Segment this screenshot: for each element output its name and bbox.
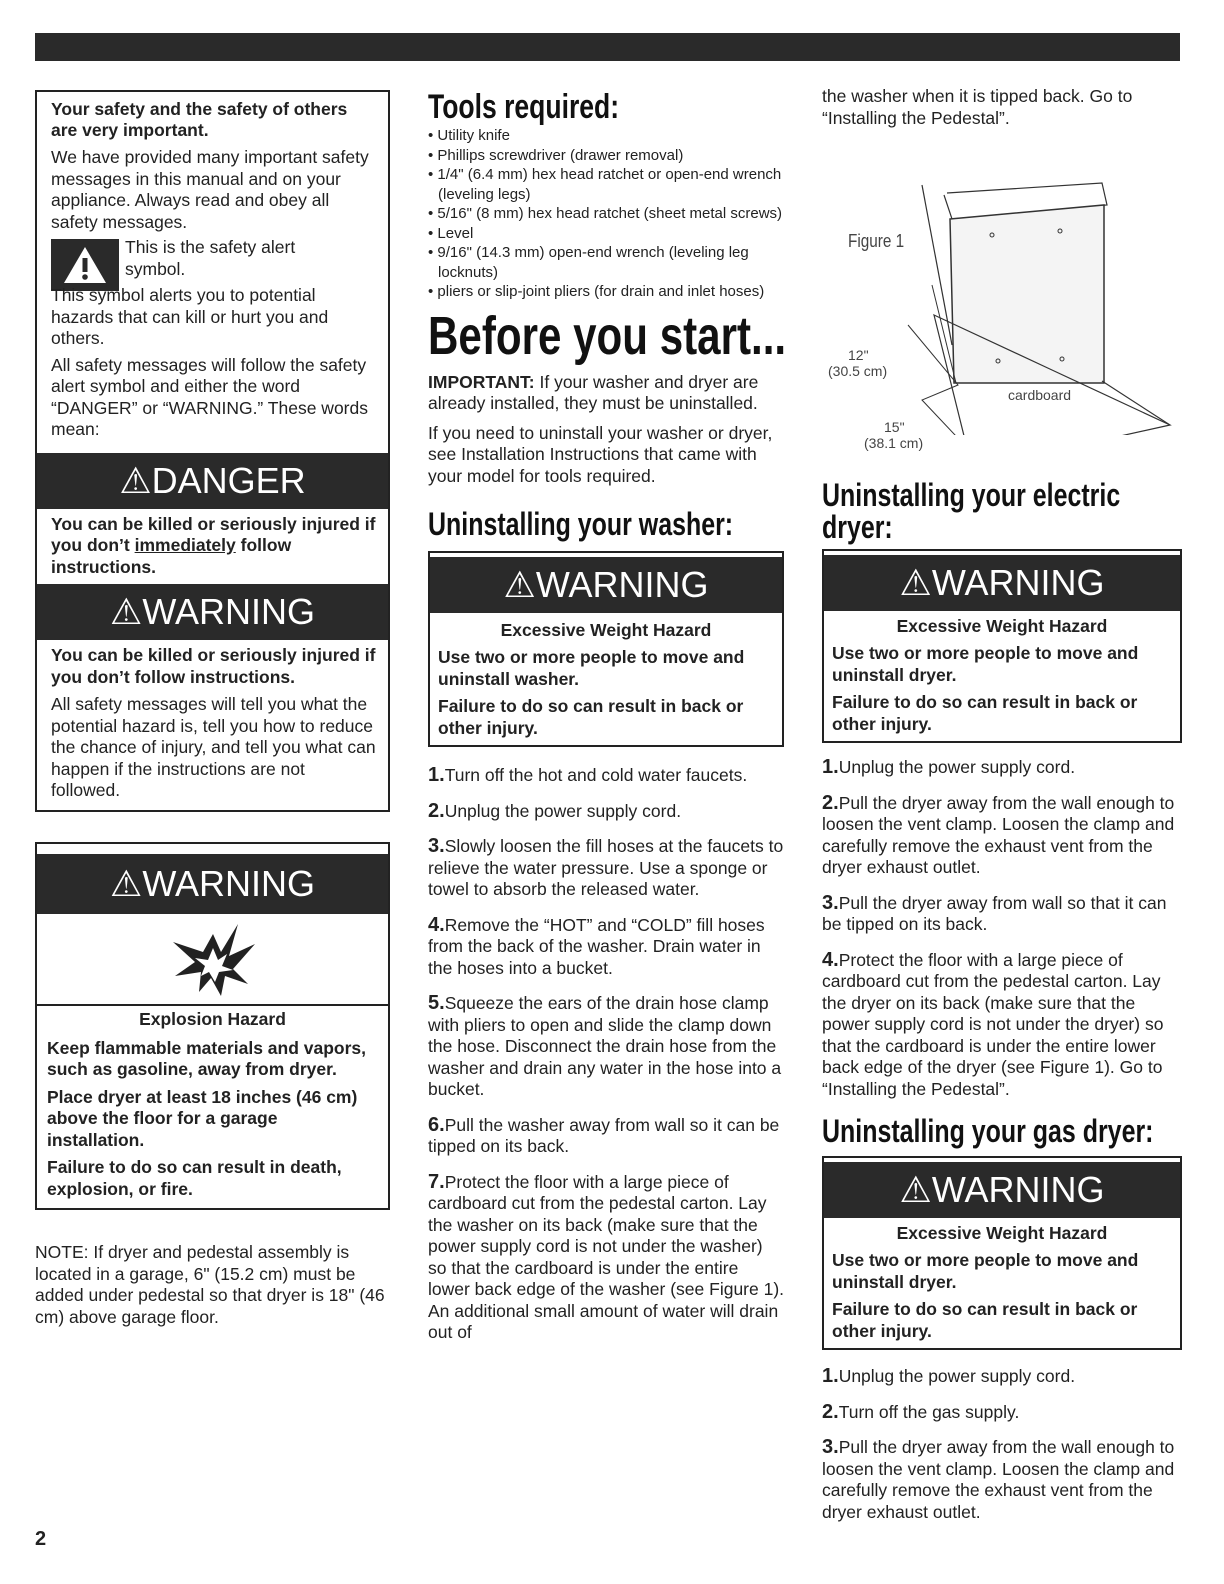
- figure-dim2-metric: (38.1 cm): [864, 435, 924, 451]
- tools-item: • 9/16" (14.3 mm) open-end wrench (leveling leg locknuts): [428, 243, 784, 282]
- safety-box: [35, 90, 390, 812]
- explosion-warning-label: WARNING: [142, 862, 315, 904]
- step-number: 2.: [822, 1400, 839, 1423]
- electric-warning-label: WARNING: [931, 562, 1105, 603]
- electric-hazard-line1: Use two or more people to move and uninstall dryer.: [832, 643, 1139, 685]
- step-text: Protect the floor with a large piece of cardboard cut from the pedestal carton. Lay the dryer on its back (make sure that the power supply cord is not under the dryer) so that the cardboard is under the entire lower back edge of the dryer (see Figure 1). Go to “Installing the Pedestal”.: [822, 949, 1164, 1099]
- explosion-icon: [37, 914, 388, 1006]
- middle-column: [428, 88, 787, 1358]
- washer-heading: Uninstalling your washer:: [428, 506, 734, 542]
- step-text: Slowly loosen the fill hoses at the faucets to relieve the water pressure. Use a sponge or towel to absorb the released water.: [428, 836, 784, 899]
- step-number: 2.: [822, 791, 839, 814]
- step-text: Pull the dryer away from the wall enough to loosen the vent clamp. Loosen the clamp and carefully remove the exhaust vent from the dryer exhaust outlet.: [822, 792, 1175, 877]
- washer-continued: the washer when it is tipped back. Go to “Installing the Pedestal”.: [822, 86, 1133, 128]
- step-text: Unplug the power supply cord.: [444, 800, 682, 821]
- figure-dim1: 12": [848, 347, 869, 363]
- electric-step: [822, 793, 1182, 879]
- step-number: 4.: [822, 948, 839, 971]
- gas-heading: Uninstalling your gas dryer:: [822, 1113, 1154, 1149]
- note-paragraph: [35, 1242, 385, 1328]
- danger-text-b: immediately: [134, 535, 236, 555]
- explosion-line2: Place dryer at least 18 inches (46 cm) above the floor for a garage installation.: [47, 1086, 358, 1150]
- safety-heading: Your safety and the safety of others are very important.: [51, 99, 348, 140]
- explosion-line1: Keep flammable materials and vapors, such as gasoline, away from dryer.: [47, 1037, 367, 1079]
- tools-item: • 1/4" (6.4 mm) hex head ratchet or open-end wrench (leveling legs): [428, 165, 784, 204]
- electric-heading: [822, 477, 1121, 545]
- danger-text-a: You can be killed or seriously injured if you don’t: [51, 513, 376, 555]
- alert-icon: ⚠: [119, 459, 152, 501]
- explosion-warning-banner: [37, 854, 388, 914]
- washer-step: [428, 836, 784, 901]
- alert-icon: ⚠: [899, 1169, 932, 1210]
- step-number: 1.: [822, 1365, 839, 1387]
- gas-hazard-line2: Failure to do so can result in back or other injury.: [832, 1299, 1138, 1341]
- danger-text-c: follow instructions.: [51, 535, 292, 577]
- electric-heading-line2: dryer:: [822, 509, 893, 545]
- electric-steps: [822, 757, 1182, 1100]
- figure-cardboard-label: cardboard: [1008, 387, 1072, 403]
- explosion-line3: Failure to do so can result in death, explosion, or fire.: [47, 1157, 342, 1199]
- tools-list: [428, 126, 784, 302]
- gas-hazard-title: Excessive Weight Hazard: [896, 1223, 1108, 1243]
- danger-banner: [37, 453, 388, 509]
- tools-item: • 5/16" (8 mm) hex head ratchet (sheet metal screws): [428, 204, 784, 224]
- electric-step: [822, 893, 1182, 936]
- gas-hazard-line1: Use two or more people to move and uninstall dryer.: [832, 1250, 1139, 1292]
- step-number: 7.: [428, 1170, 445, 1193]
- all-messages-text: All safety messages will follow the safety alert symbol and either the word “DANGER” or “WARNING.” These words mean:: [51, 354, 368, 439]
- note-label: NOTE:: [35, 1242, 89, 1262]
- washer-step: [428, 765, 784, 787]
- step-text: Pull the washer away from wall so it can be tipped on its back.: [428, 1114, 780, 1156]
- step-text: Pull the dryer away from the wall enough to loosen the vent clamp. Loosen the clamp and carefully remove the exhaust vent from the dryer exhaust outlet.: [822, 1437, 1175, 1522]
- washer-step: [428, 1172, 784, 1344]
- figure-drawing: [822, 135, 1182, 435]
- step-number: 4.: [428, 913, 445, 936]
- washer-step: [428, 1115, 784, 1158]
- washer-step: [428, 993, 784, 1101]
- step-text: Squeeze the ears of the drain hose clamp with pliers to open and slide the clamp down the hose. Disconnect the drain hose from the washer and drain any water in the hose into a bucket.: [428, 993, 782, 1099]
- step-text: Turn off the hot and cold water faucets.: [444, 765, 748, 785]
- important-label: IMPORTANT:: [428, 371, 535, 392]
- step-text: Unplug the power supply cord.: [838, 1366, 1076, 1386]
- washer-step: [428, 801, 784, 823]
- warning-text: You can be killed or seriously injured if you don’t follow instructions.: [51, 645, 376, 687]
- alert-icon: ⚠: [110, 591, 143, 632]
- step-number: 5.: [428, 992, 445, 1014]
- important-text: If your washer and dryer are already installed, they must be uninstalled.: [428, 371, 759, 413]
- gas-steps: [822, 1366, 1182, 1523]
- all-messages-tell: All safety messages will tell you what the potential hazard is, tell you how to reduce the chance of injury, and tell you what can happen if the instructions are not followed.: [51, 694, 376, 800]
- important-paragraph: [428, 372, 784, 415]
- danger-label: DANGER: [151, 459, 306, 501]
- step-text: Remove the “HOT” and “COLD” fill hoses from the back of the washer. Drain water in the hoses into a bucket.: [428, 914, 765, 978]
- electric-step: [822, 950, 1182, 1101]
- alert-symbol-text2: This symbol alerts you to potential hazards that can kill or hurt you and others.: [51, 285, 329, 348]
- washer-step: [428, 915, 784, 980]
- explosion-box: [35, 842, 390, 1211]
- figure-label: Figure 1: [848, 231, 905, 251]
- safety-intro: We have provided many important safety messages in this manual and on your appliance. Always read and obey all safety messages.: [51, 147, 369, 232]
- step-number: 2.: [428, 799, 445, 822]
- figure-dim1-metric: (30.5 cm): [828, 363, 888, 379]
- electric-heading-line1: Uninstalling your electric: [822, 477, 1121, 513]
- figure-1: [822, 135, 1182, 451]
- note-text: If dryer and pedestal assembly is located in a garage, 6" (15.2 cm) must be added under pedestal so that dryer is 18" (46 cm) above garage floor.: [35, 1242, 385, 1327]
- safety-alert-icon: [51, 239, 119, 291]
- gas-warning-label: WARNING: [931, 1169, 1105, 1210]
- before-para2: If you need to uninstall your washer or dryer, see Installation Instructions that came with your model for tools required.: [428, 422, 773, 486]
- step-text: Protect the floor with a large piece of cardboard cut from the pedestal carton. Lay the washer on its back (make sure that the power supply cord is not under the washer) so that the cardboard is under the entire lower back edge of the washer (see Figure 1). An additional small amount of water will drain out of: [428, 1171, 785, 1342]
- tools-item: • Utility knife: [428, 126, 784, 146]
- gas-step: [822, 1402, 1182, 1424]
- page-number: 2: [35, 1528, 47, 1550]
- tools-heading: Tools required:: [428, 88, 620, 126]
- gas-warning-box: [822, 1156, 1182, 1350]
- warning-banner: [37, 584, 388, 640]
- step-number: 3.: [822, 891, 839, 914]
- tools-item: • Level: [428, 224, 784, 244]
- before-heading: Before you start...: [428, 305, 787, 366]
- washer-hazard-line2: Failure to do so can result in back or other injury.: [438, 696, 744, 738]
- tools-item: • Phillips screwdriver (drawer removal): [428, 146, 784, 166]
- alert-icon: ⚠: [503, 564, 536, 605]
- step-number: 1.: [428, 764, 445, 786]
- step-number: 1.: [822, 756, 839, 778]
- electric-hazard-line2: Failure to do so can result in back or other injury.: [832, 692, 1138, 734]
- step-text: Unplug the power supply cord.: [838, 757, 1076, 777]
- washer-warning-box: [428, 551, 784, 747]
- alert-icon: ⚠: [110, 862, 143, 904]
- electric-hazard-title: Excessive Weight Hazard: [896, 616, 1108, 636]
- figure-dim2: 15": [884, 419, 905, 435]
- tools-item: • pliers or slip-joint pliers (for drain and inlet hoses): [428, 282, 784, 302]
- step-number: 6.: [428, 1113, 445, 1136]
- gas-step: [822, 1366, 1182, 1388]
- washer-steps: [428, 765, 784, 1344]
- warning-label: WARNING: [142, 591, 315, 632]
- alert-symbol-text: This is the safety alert symbol.: [125, 237, 296, 279]
- header-bar: [35, 33, 1180, 61]
- explosion-title: Explosion Hazard: [139, 1008, 286, 1029]
- alert-icon: ⚠: [899, 562, 932, 603]
- washer-hazard-title: Excessive Weight Hazard: [500, 620, 712, 640]
- step-text: Turn off the gas supply.: [838, 1401, 1020, 1422]
- left-column: [35, 90, 390, 1328]
- step-number: 3.: [822, 1436, 839, 1458]
- washer-warning-label: WARNING: [535, 564, 709, 605]
- electric-step: [822, 757, 1182, 779]
- gas-step: [822, 1437, 1182, 1523]
- electric-warning-banner: [824, 555, 1180, 611]
- right-column: [822, 86, 1182, 1537]
- washer-warning-banner: [430, 557, 782, 613]
- step-text: Pull the dryer away from wall so that it can be tipped on its back.: [822, 892, 1167, 934]
- electric-warning-box: [822, 549, 1182, 743]
- step-number: 3.: [428, 835, 445, 857]
- washer-hazard-line1: Use two or more people to move and uninstall washer.: [438, 647, 745, 689]
- gas-warning-banner: [824, 1162, 1180, 1218]
